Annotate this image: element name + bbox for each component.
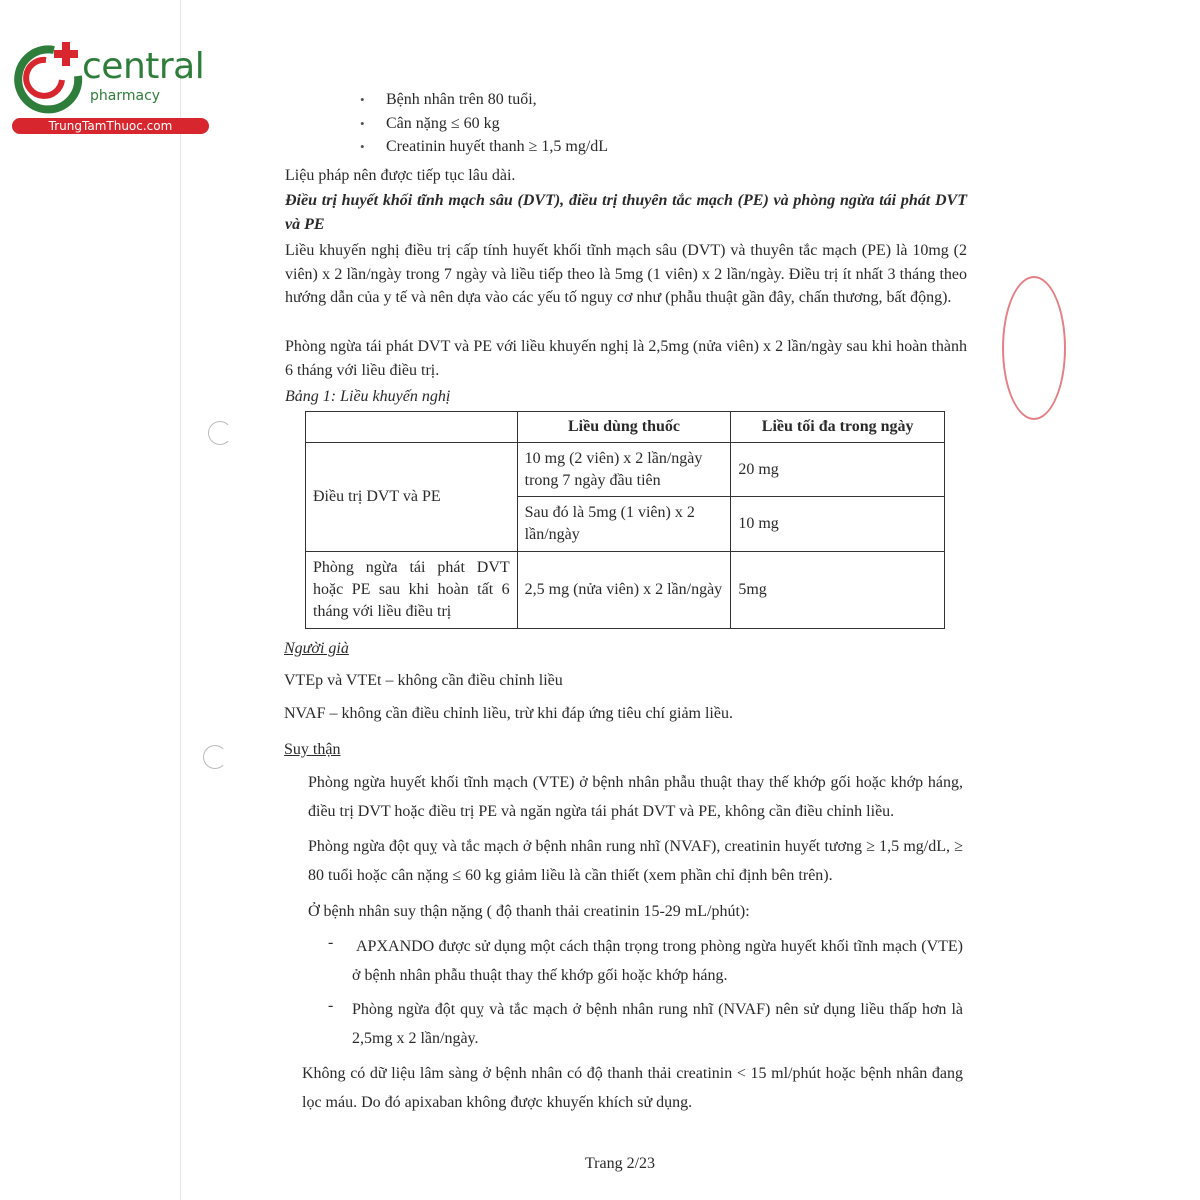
table-caption: Bảng 1: Liều khuyến nghị	[285, 388, 451, 405]
renal-dash-item: APXANDO được sử dụng một cách thận trọng trong phòng ngừa huyết khối tĩnh mạch (VTE) ở bệnh nhân phẫu thuật thay thế khớp gối hoặc khớp háng.	[352, 938, 963, 984]
table-row	[306, 552, 945, 629]
table-cell: 2,5 mg (nửa viên) x 2 lần/ngày	[517, 552, 731, 629]
punch-hole-icon	[208, 421, 232, 445]
elderly-line: VTEp và VTEt – không cần điều chỉnh liều	[284, 672, 563, 689]
brand-website[interactable]: TrungTamThuoc.com	[12, 118, 209, 134]
table-cell: 20 mg	[731, 443, 945, 497]
renal-dash-item: Phòng ngừa đột quỵ và tắc mạch ở bệnh nhân rung nhĩ (NVAF) nên sử dụng liều thấp hơn là 2,5mg x 2 lần/ngày.	[352, 1001, 963, 1047]
elderly-line: NVAF – không cần điều chỉnh liều, trừ khi đáp ứng tiêu chí giảm liều.	[284, 705, 733, 722]
renal-paragraph: Ở bệnh nhân suy thận nặng ( độ thanh thải creatinin 15-29 mL/phút):	[308, 903, 750, 920]
table-row	[306, 443, 945, 497]
table-header-row	[306, 412, 945, 443]
dash-marker: -	[328, 997, 334, 1014]
brand-subtitle: pharmacy	[90, 88, 161, 104]
table-cell: Sau đó là 5mg (1 viên) x 2 lần/ngày	[517, 497, 731, 552]
brand-name: central	[82, 46, 205, 87]
table-cell: 10 mg (2 viên) x 2 lần/ngày trong 7 ngày đầu tiên	[517, 443, 731, 497]
renal-paragraph: Phòng ngừa huyết khối tĩnh mạch (VTE) ở bệnh nhân phẫu thuật thay thế khớp gối hoặc khớp háng, điều trị DVT hoặc điều trị PE và ngăn ngừa tái phát DVT và PE, không cần điều chỉnh liều.	[308, 774, 963, 820]
table-cell: Điều trị DVT và PE	[306, 443, 518, 552]
list-item: • Cân nặng ≤ 60 kg	[360, 112, 608, 136]
renal-heading: Suy thận	[284, 741, 341, 758]
table-header: Liều dùng thuốc	[517, 412, 731, 443]
section-heading: Điều trị huyết khối tĩnh mạch sâu (DVT), điều trị thuyên tắc mạch (PE) và phòng ngừa tái phát DVT và PE	[285, 192, 967, 233]
continuation-text: Liệu pháp nên được tiếp tục lâu dài.	[285, 167, 516, 184]
punch-hole-icon	[203, 745, 227, 769]
table-cell: Phòng ngừa tái phát DVT hoặc PE sau khi hoàn tất 6 tháng với liều điều trị	[306, 552, 518, 629]
page-number: Trang 2/23	[584, 1155, 656, 1172]
renal-paragraph: Phòng ngừa đột quỵ và tắc mạch ở bệnh nhân rung nhĩ (NVAF), creatinin huyết tương ≥ 1,5 mg/dL, ≥ 80 tuổi hoặc cân nặng ≤ 60 kg giảm liều là cần thiết (xem phần chỉ định bên trên).	[308, 838, 963, 884]
table-cell: 10 mg	[731, 497, 945, 552]
dash-marker: -	[328, 934, 334, 951]
dosage-table	[305, 411, 945, 629]
elderly-heading: Người già	[284, 640, 349, 657]
table-cell: 5mg	[731, 552, 945, 629]
table-header: Liều tối đa trong ngày	[731, 412, 945, 443]
table-header	[306, 412, 518, 443]
list-item: • Creatinin huyết thanh ≥ 1,5 mg/dL	[360, 135, 608, 159]
list-item: • Bệnh nhân trên 80 tuổi,	[360, 88, 608, 112]
stamp-seal-icon	[1002, 276, 1066, 420]
dosage-paragraph: Liều khuyến nghị điều trị cấp tính huyết khối tĩnh mạch sâu (DVT) và thuyên tắc mạch (PE) là 10mg (2 viên) x 2 lần/ngày trong 7 ngày và liều tiếp theo là 5mg (1 viên) x 2 lần/ngày. Điều trị ít nhất 3 tháng theo hướng dẫn của y tế và nên dựa vào các yếu tố nguy cơ như (phẫu thuật gần đây, chấn thương, bất động).	[285, 242, 967, 306]
page-edge	[180, 0, 181, 1200]
prevention-paragraph: Phòng ngừa tái phát DVT và PE với liều khuyến nghị là 2,5mg (nửa viên) x 2 lần/ngày sau khi hoàn thành 6 tháng với liều điều trị.	[285, 338, 967, 379]
renal-paragraph: Không có dữ liệu lâm sàng ở bệnh nhân có độ thanh thải creatinin < 15 ml/phút hoặc bệnh nhân đang lọc máu. Do đó apixaban không được khuyến khích sử dụng.	[302, 1065, 963, 1111]
criteria-list	[360, 88, 608, 159]
